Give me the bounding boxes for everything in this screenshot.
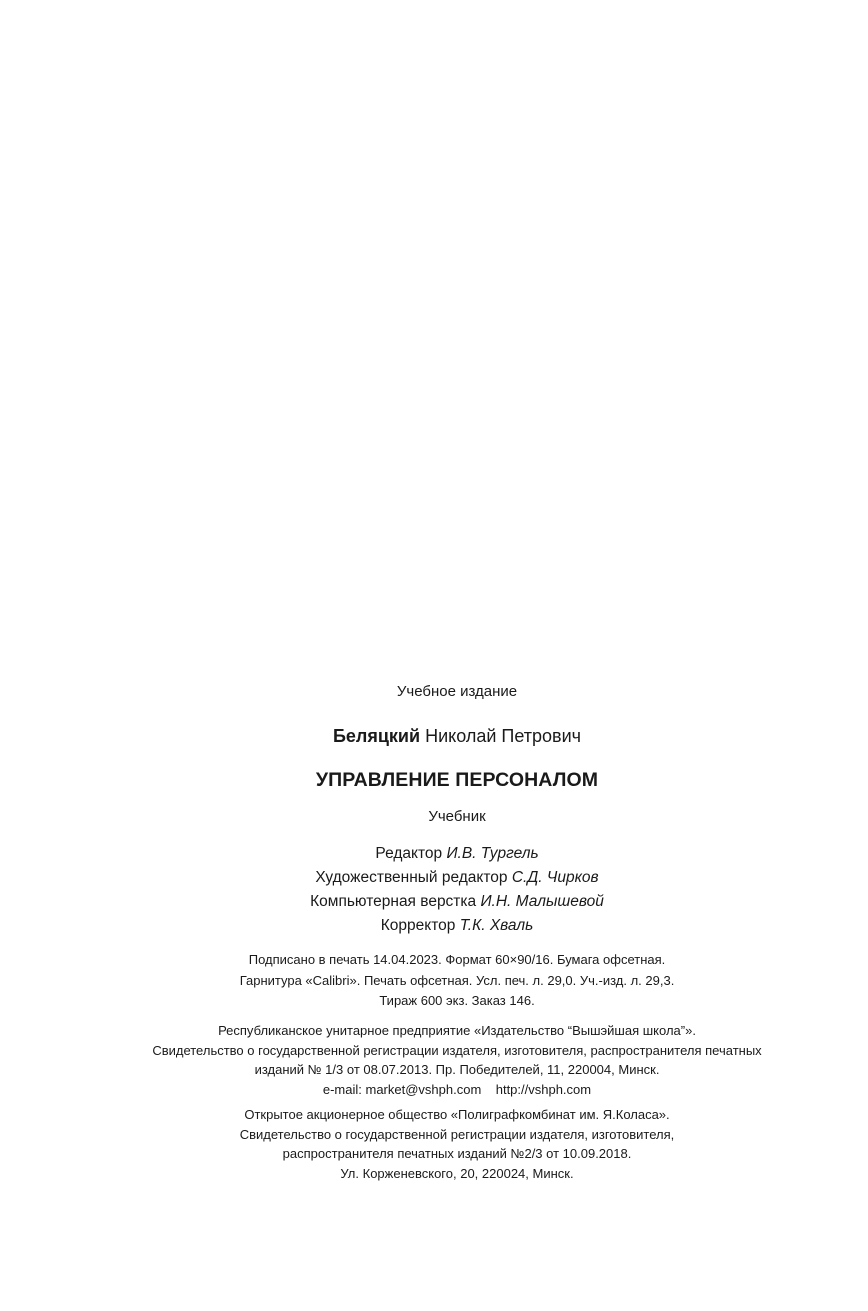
printer-line: Свидетельство о государственной регистрации издателя, изготовителя, xyxy=(239,1126,675,1142)
credit-person: Т.К. Хваль xyxy=(459,917,534,934)
print-data-block xyxy=(0,950,868,1012)
credit-role: Редактор xyxy=(375,845,443,862)
credit-editor xyxy=(0,842,868,866)
credit-layout xyxy=(0,890,868,914)
print-data-line: Тираж 600 экз. Заказ 146. xyxy=(379,993,535,1008)
printer-line: Открытое акционерное общество «Полиграфкомбинат им. Я.Коласа». xyxy=(244,1107,670,1122)
credit-proofreader xyxy=(0,914,868,938)
credit-role: Компьютерная верстка xyxy=(310,893,477,910)
publisher-line: Свидетельство о государственной регистрации издателя, изготовителя, распространителя печатных xyxy=(152,1042,762,1058)
credit-person: И.В. Тургель xyxy=(446,845,539,862)
credit-role: Корректор xyxy=(380,917,456,934)
author-given-names: Николай Петрович xyxy=(425,726,582,746)
credit-person: С.Д. Чирков xyxy=(511,869,599,886)
book-kind: Учебник xyxy=(428,808,486,825)
printer-block xyxy=(0,1105,868,1183)
print-data-line: Гарнитура «Calibri». Печать офсетная. Усл. печ. л. 29,0. Уч.-изд. л. 29,3. xyxy=(239,972,675,988)
printer-line: Ул. Корженевского, 20, 220024, Минск. xyxy=(340,1165,574,1181)
credits-block xyxy=(0,842,868,938)
printer-line: распространителя печатных изданий №2/3 от 10.09.2018. xyxy=(282,1146,632,1161)
publisher-line: изданий № 1/3 от 08.07.2013. Пр. Победителей, 11, 220004, Минск. xyxy=(254,1062,660,1077)
publisher-line: Республиканское унитарное предприятие «Издательство “Вышэйшая школа”». xyxy=(218,1023,696,1038)
credit-art-editor xyxy=(0,866,868,890)
print-data-line: Подписано в печать 14.04.2023. Формат 60×90/16. Бумага офсетная. xyxy=(248,952,666,967)
credit-person: И.Н. Малышевой xyxy=(480,893,604,910)
publisher-block xyxy=(0,1021,868,1099)
credit-role: Художественный редактор xyxy=(315,869,508,886)
edition-type: Учебное издание xyxy=(396,683,518,700)
publisher-contacts: e-mail: market@vshph.com http://vshph.com xyxy=(322,1081,592,1097)
author-name xyxy=(0,726,868,747)
book-title: УПРАВЛЕНИЕ ПЕРСОНАЛОМ xyxy=(315,769,599,791)
author-surname: Беляцкий xyxy=(332,726,421,746)
